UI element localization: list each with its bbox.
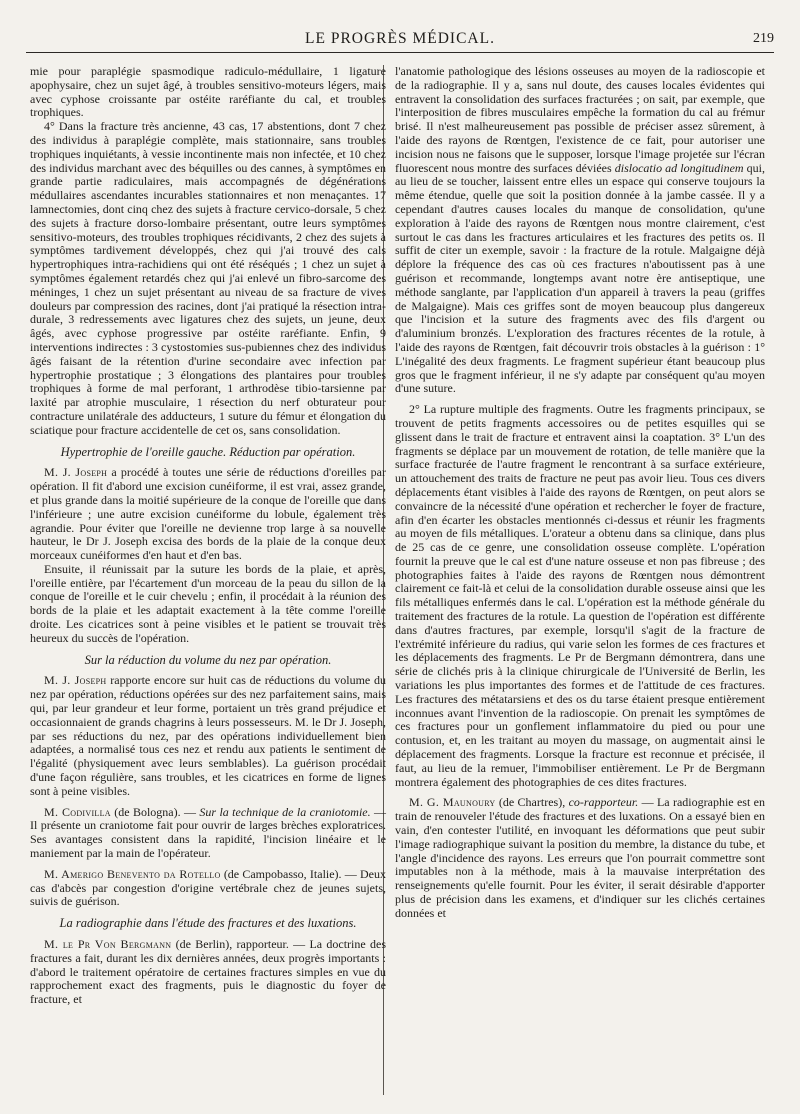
author-name: M. le Pr Von Bergmann bbox=[44, 937, 172, 952]
paragraph: M. J. Joseph rapporte encore sur huit cas de réductions du volume du nez par opération, réductions opérées sur des nez parfaitement sains, mais qui, par leur grandeur et leur forme, portaient un très grand préjudice et occasionnaient de grands chagrins à leurs possesseurs. M. le Dr J. Joseph, par ses réductions du nez, par des opérations individuellement bien adaptées, a normalisé tous ces nez et rendu aux patients le sentiment de l'égalité (physiquement avec leurs semblables). La guérison procédait d'une façon régulière, sans troubles, et les cicatrices en forme de lignes sont à peine visibles. bbox=[30, 673, 387, 798]
paragraph: M. Codivilla (de Bologna). — Sur la technique de la craniotomie. — Il présente un craniotome fait pour ouvrir de larges brèches exploratrices. Ses avantages consistent dans la rapidité, l'incision linéaire et le maniement par la main de l'opérateur. bbox=[30, 804, 386, 861]
author-name: M. G. Maunoury bbox=[409, 795, 496, 810]
paragraph: Ensuite, il réunissait par la suture les bords de la plaie, et après, l'oreille entière, par l'écartement d'un morceau de la peau du sillon de la conque de l'oreille et le cuir chevelu ; enfin, il procédait à la réunion des bords de la plaie et les adaptait exactement à la tête comme l'oreille droite. Les cicatrices sont à peine visibles et le patient se trouvait très heureux du succès de l'opération. bbox=[30, 561, 386, 645]
paragraph: M. le Pr Von Bergmann (de Berlin), rapporteur. — La doctrine des fractures a fait, durant les dix dernières années, deux progrès importants : d'abord le traitement opératoire de certaines fractures simples en vue du rapprochement exact des fragments, puis le diagnostic du foyer de fracture, et bbox=[30, 937, 386, 1007]
paragraph: M. G. Maunoury (de Chartres), co-rapporteur. — La radiographie est en train de renouveler l'étude des fractures et des luxations. On a essayé bien en vain, d'en contester l'utilité, en invoquant les déformations que peut subir l'image radiographique suivant la position du membre, la distance du tube, et l'angle d'incidence des rayons. Les erreurs que l'on pourrait commettre sont imputables non à la méthode, mais à la mauvaise interprétation des renseignements qu'elle fournit. Pour les éviter, il serait désirable d'apporter plus de précision dans les examens, et d'indiquer sur les clichés certaines données et bbox=[395, 795, 765, 920]
running-header bbox=[26, 30, 774, 53]
paragraph: 4° Dans la fracture très ancienne, 43 cas, 17 abstentions, dont 7 chez des individus à paraplégie complète, mais stationnaire, sans troubles trophiques inquiétants, à vessie incontinente mais non infectée, et 10 chez des individus marchant avec des béquilles ou des cannes, à symptômes en grande partie radiculaires, mais accompagnés de dégénérations médullaires ascendantes incurables stationnaires et non menaçantes. 17 lamnectomies, dont cinq chez des sujets à fracture cervico-dorsale, 5 chez des sujets à fracture dorso-lombaire présentant, outre leurs symptômes sensitivo-moteurs, des troubles trophiques récidivants, 2 chez des sujets à symptômes tardivement développés, chez qui j'ai trouvé des cals hypertrophiques intra-rachidiens qui ont été réséqués ; 1 chez un sujet à symptômes également retardés chez qui j'ai enlevé un fibro-sarcome des méninges, 1 chez un sujet présentant au niveau de sa fracture de vives douleurs par compression des racines, dont j'ai pratiqué la résection intra-durale, 3 redressements avec ligatures chez des sujets, un jeune, deux âgés, avec cyphose progressive par ostéite raréfiante. Enfin, 9 interventions indirectes : 3 cystostomies sus-pubiennes chez des individus âgés faisant de la rétention d'urine secondaire avec infection par hypertrophie prostatique ; 3 élongations des plantaires pour troubles trophiques à forme de mal perforant, 1 arthrodèse tibio-tarsienne par laxité par atrophie musculaire, 1 résection du nerf obturateur pour contracture unilatérale des adducteurs, 1 suture du fémur et élongation du sciatique pour fracture accidentelle de cet os, sans consolidation. bbox=[30, 119, 386, 437]
author-name: M. Amerigo Benevento da Rotello bbox=[44, 866, 221, 881]
right-column bbox=[395, 65, 765, 921]
section-heading: Sur la réduction du volume du nez par opération. bbox=[84, 652, 332, 667]
paragraph: l'anatomie pathologique des lésions osseuses au moyen de la radioscopie et de la radiographie. Il y a, sans nul doute, des causes locales évidentes qui entravent la consolidation des surfaces fracturées ; on sait, par exemple, que l'interposition de fibres musculaires empêche la formation du cal au frémur brisé. Il n'est malheureusement pas possible de préciser assez sûrement, à l'aide des rayons de Rœntgen, l'existence de ce fait, pour autoriser une incision nous ne faisons que le supposer, lorsque l'image projetée sur l'écran fluorescent nous montre des surfaces déviées dislocatio ad longitudinem qui, au lieu de se toucher, laissent entre elles un espace qui conserve toujours la même étendue, quelle que soit la position donnée à la jambe cassée. Il y a cependant d'autres causes locales du manque de consolidation, qu'une exploration à l'aide des rayons de Rœntgen nous montre clairement, c'est surtout le cas dans les fractures articulaires et les fractures des petits os. Il suffit de citer un exemple, savoir : la fracture de la rotule. Malgaigne déjà déplore la fréquence des cas où ces fractures n'aboutissent pas à une guérison et recommande, longtemps avant notre ère antiseptique, une méthode sanglante, par l'application d'un appareil à travers la peau (griffes de Malgaigne). Mais ces griffes sont de moyen beaucoup plus dangereux que l'incision et la suture des fragments avec des fils d'argent ou d'aluminium bronzés. L'exploration des fractures récentes de la rotule, à l'aide des rayons de Rœntgen, fait découvrir trois obstacles à la guérison : 1° L'inégalité des deux fragments. Le fragment supérieur étant beaucoup plus gros que le fragment inférieur, il ne s'y adapte par conséquent qu'au moyen d'une suture. bbox=[395, 64, 765, 396]
latin-term: dislocatio ad longitudinem bbox=[614, 160, 744, 175]
section-heading: Hypertrophie de l'oreille gauche. Réduction par opération. bbox=[60, 444, 356, 459]
paragraph: mie pour paraplégie spasmodique radiculo-médullaire, 1 ligature apophysaire, chez un sujet âgé, à troubles sensitivo-moteurs légers, mais avec cyphose croissante par ostéite raréfiante du cal, et troubles trophiques. bbox=[30, 64, 386, 120]
paragraph: M. Amerigo Benevento da Rotello (de Campobasso, Italie). — Deux cas d'abcès par congestion d'origine vertébrale chez de jeunes sujets, suivis de guérison. bbox=[30, 866, 386, 909]
left-column bbox=[30, 65, 386, 1007]
author-name: M. J. Joseph bbox=[44, 465, 108, 480]
author-role: co-rapporteur. bbox=[568, 795, 639, 810]
page-number: 219 bbox=[753, 31, 774, 46]
author-name: M. Codivilla bbox=[44, 804, 111, 819]
journal-title: LE PROGRÈS MÉDICAL. bbox=[305, 30, 495, 47]
author-name: M. J. Joseph bbox=[44, 673, 107, 688]
paragraph: 2° La rupture multiple des fragments. Outre les fragments principaux, se trouvent de petits fragments accessoires ou de petites esquilles qui se glissent dans le trait de fracture et entravent ainsi la coaptation. 3° L'un des fragments se déplace par un mouvement de rotation, de telle manière que la surface fracturée de l'autre fragment le rencontrant à sa surface extérieure, un attouchement des traits de fracture ne peut pas avoir lieu. Tous ces divers déplacements étant visibles à l'aide des rayons de Rœntgen, on peut alors se convaincre de la nécessité d'une opération et rechercher le foyer de fracture, afin d'en écarter les obstacles mentionnés ci-dessus et réunir les fragments au moyen de fils métalliques. L'orateur a obtenu dans sa clinique, dans plus de 25 cas de ce genre, une consolidation osseuse complète. L'opération fournit la preuve que le cal est d'une nature osseuse et non pas fibreuse ; des photographies faites à l'aide des rayons de Rœntgen nous démontrent clairement ce fait-là et celui de la consolidation durable osseuse ainsi que les fils métalliques enfermés dans le cal. L'opération est la méthode générale du traitement des fractures de la rotule. La question de l'opération est différente dans d'autres fractures, par exemple, lorsqu'il s'agit de la fracture de l'extrémité inférieure du radius, qui varie selon les formes de ces fractures et les déplacements des fragments. Le Pr de Bergmann démontrera, dans une série de clichés pris à la clinique chirurgicale de l'Université de Berlin, les variations les plus importantes des formes et de l'attitude de ces fractures. Les fractures des métatarsiens et des os du tarse étaient presque entièrement inconnues avant l'invention de la radioscopie. On prenait les symptômes de ces fractures pour un gonflement inflammatoire du pied ou pour une contusion, et, en les traitant au moyen du massage, on augmentait ainsi le déplacement des fragments. Lorsque la fracture est reconnue et précisée, il faut, au lieu de la remuer, l'immobiliser entièrement. Le Pr de Bergmann montrera également des photographies de ces dites fractures. bbox=[395, 402, 765, 789]
section-heading: La radiographie dans l'étude des fractures et des luxations. bbox=[59, 916, 357, 931]
paragraph: M. J. Joseph a procédé à toutes une série de réductions d'oreilles par opération. Il fit d'abord une excision cunéiforme, il est vrai, assez grande, et plus grande dans la moitié supérieure de la conque de l'oreille que dans l'inférieure ; une autre excision cunéiforme du lobule, également très agrandie. Pour éviter que l'oreille ne devienne trop large à sa nouvelle hauteur, le Dr J. Joseph excisa des bords de la plaie de la conque deux morceaux cunéiformes d'en haut et d'en bas. bbox=[30, 465, 387, 563]
article-title: Sur la technique de la craniotomie. bbox=[199, 804, 371, 819]
